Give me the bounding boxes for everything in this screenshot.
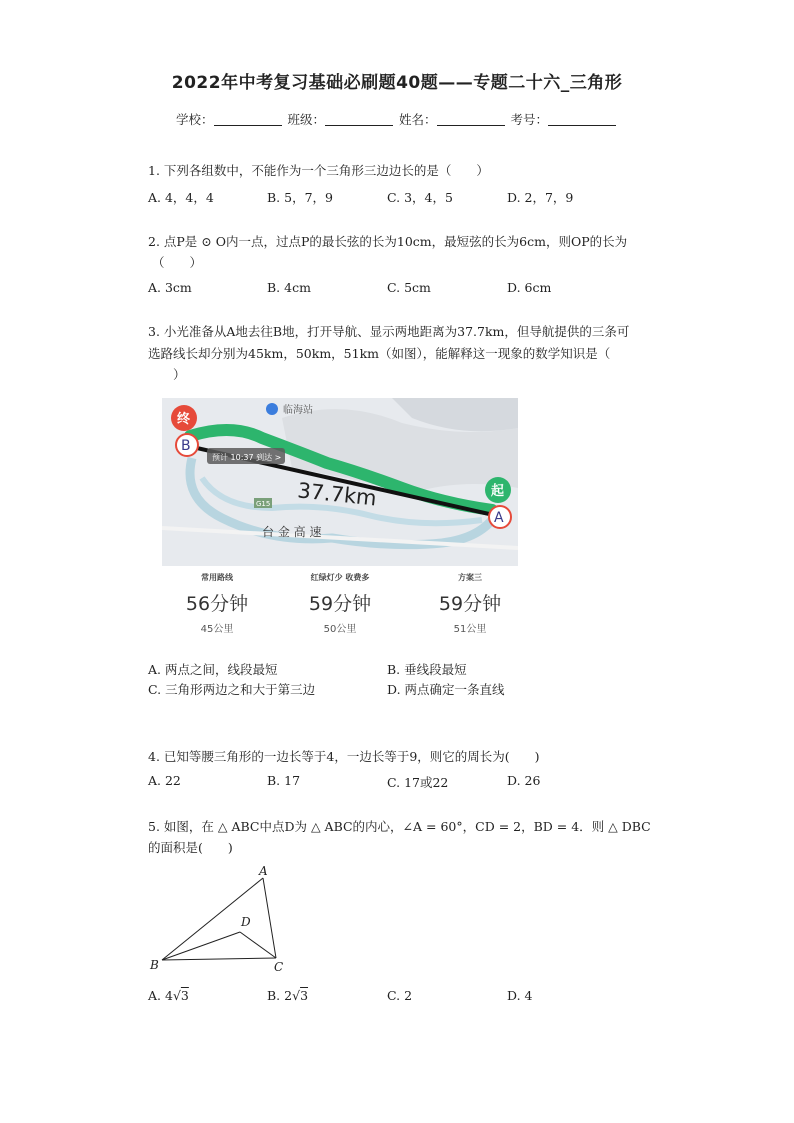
map-highway-label: 台 金 高 速 xyxy=(262,525,322,539)
route-distance: 45公里 xyxy=(200,624,234,635)
q3-option-a: A. 两点之间，线段最短 xyxy=(148,662,278,677)
route-name: 方案三 xyxy=(458,573,482,582)
route-option-1[interactable] xyxy=(162,572,272,635)
route-option-3[interactable] xyxy=(415,572,525,635)
route-distance: 50公里 xyxy=(323,624,357,635)
route-time: 56分钟 xyxy=(185,593,249,615)
q1-option-a: A. 4，4，4 xyxy=(148,190,214,205)
q1-option-c: C. 3，4，5 xyxy=(387,190,453,205)
q5-option-b-radicand: 3 xyxy=(300,988,309,1003)
map-drawing xyxy=(162,398,518,566)
route-time: 59分钟 xyxy=(438,593,502,615)
class-label: 班级： xyxy=(287,112,325,127)
q2-option-c: C. 5cm xyxy=(387,280,431,295)
q4-option-b: B. 17 xyxy=(267,773,301,788)
triangle-figure xyxy=(145,860,295,980)
q5-option-c: C. 2 xyxy=(387,988,413,1003)
school-label: 学校： xyxy=(175,112,214,127)
route-name: 红绿灯少 收费多 xyxy=(310,573,370,582)
q1-option-d: D. 2，7，9 xyxy=(507,190,574,205)
question-1-stem: 1. 下列各组数中，不能作为一个三角形三边边长的是（ ） xyxy=(148,163,489,178)
question-5-stem-line2: 的面积是( ) xyxy=(148,840,233,855)
navigation-map xyxy=(162,398,518,566)
map-road-code: G15 xyxy=(256,500,271,508)
class-blank[interactable] xyxy=(325,112,393,126)
q5-option-b-text: B. 2 xyxy=(267,988,293,1003)
question-2-stem-line1: 2. 点P是 ⊙ O内一点，过点P的最长弦的长为10cm，最短弦的长为6cm，则OP的长为 xyxy=(148,234,628,249)
route-time: 59分钟 xyxy=(308,593,372,615)
start-badge: 起 xyxy=(491,484,505,499)
number-label: 考号： xyxy=(510,112,548,127)
vertex-b-label: B xyxy=(150,958,159,972)
name-blank[interactable] xyxy=(437,112,505,126)
q5-option-b xyxy=(267,988,308,1003)
vertex-c-label: C xyxy=(274,960,284,974)
q3-option-b: B. 垂线段最短 xyxy=(387,662,467,677)
q1-option-b: B. 5，7，9 xyxy=(267,190,333,205)
question-3-stem-line2: 选路线长却分别为45km，50km，51km（如图），能解释这一现象的数学知识是（ xyxy=(148,346,611,361)
q5-option-d: D. 4 xyxy=(507,988,533,1003)
side-bc xyxy=(162,958,276,960)
q5-option-a xyxy=(148,988,189,1003)
question-3-stem-line3: ） xyxy=(173,367,186,382)
segment-cd xyxy=(240,932,276,958)
map-tooltip: 预计 10:37 到达 > xyxy=(212,453,282,462)
q4-option-d: D. 26 xyxy=(507,773,541,788)
question-2-stem-line2: （ ） xyxy=(152,255,203,270)
point-d-label: D xyxy=(241,915,251,929)
q2-option-a: A. 3cm xyxy=(148,280,192,295)
page-title: 2022年中考复习基础必刷题40题——专题二十六_三角形 xyxy=(171,73,623,93)
school-blank[interactable] xyxy=(214,112,282,126)
question-4-stem: 4. 已知等腰三角形的一边长等于4，一边长等于9，则它的周长为( ) xyxy=(148,749,540,764)
map-station-label: 临海站 xyxy=(283,405,313,416)
q4-option-a: A. 22 xyxy=(148,773,181,788)
map-distance-label: 37.7km xyxy=(296,478,378,511)
q2-option-b: B. 4cm xyxy=(267,280,311,295)
q4-option-c: C. 17或22 xyxy=(387,775,449,790)
q5-option-a-radicand: 3 xyxy=(180,988,189,1003)
segment-bd xyxy=(162,932,240,960)
side-ac xyxy=(263,878,276,958)
number-blank[interactable] xyxy=(548,112,616,126)
q3-option-c: C. 三角形两边之和大于第三边 xyxy=(148,682,316,697)
point-b-label: B xyxy=(181,438,191,454)
sqrt-icon: √ xyxy=(172,988,181,1003)
q5-option-a-text: A. 4 xyxy=(148,988,173,1003)
student-info xyxy=(0,110,794,128)
vertex-a-label: A xyxy=(259,864,268,878)
route-distance: 51公里 xyxy=(453,624,487,635)
sqrt-icon: √ xyxy=(292,988,301,1003)
q2-option-d: D. 6cm xyxy=(507,280,552,295)
route-option-2[interactable] xyxy=(285,572,395,635)
point-a-label: A xyxy=(494,510,504,526)
q3-option-d: D. 两点确定一条直线 xyxy=(387,682,505,697)
question-3-stem-line1: 3. 小光准备从A地去往B地，打开导航、显示两地距离为37.7km，但导航提供的三条可 xyxy=(148,324,630,339)
route-name: 常用路线 xyxy=(201,573,233,582)
route-options xyxy=(162,566,518,644)
name-label: 姓名： xyxy=(398,112,437,127)
end-badge: 终 xyxy=(177,412,191,427)
question-5-stem-line1: 5. 如图，在 △ ABC中点D为 △ ABC的内心，∠A = 60°，CD = 2，BD = 4．则 △ DBC xyxy=(148,819,651,834)
